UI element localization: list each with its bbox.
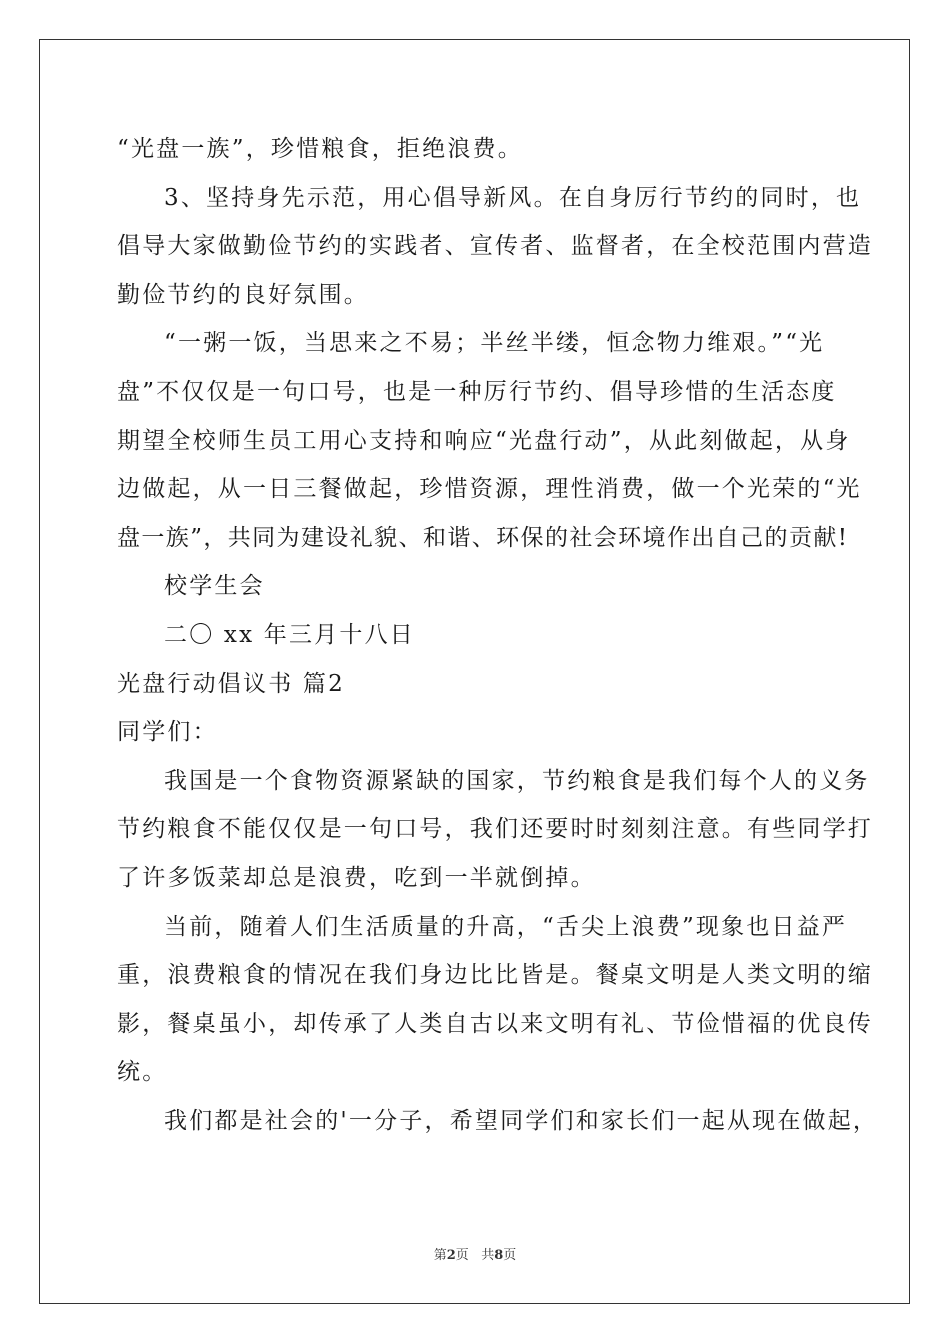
page-number: 2 (446, 1248, 456, 1263)
total-suffix: 页 (503, 1248, 517, 1263)
document-body (117, 125, 879, 1145)
total-prefix: 共 (481, 1248, 495, 1263)
text-line: 了许多饭菜却总是浪费，吃到一半就倒掉。 (117, 864, 596, 891)
text-line: 统。 (117, 1059, 168, 1086)
text-line: 边做起，从一日三餐做起，珍惜资源，理性消费，做一个光荣的“光 (117, 476, 862, 503)
text-line: 当前，随着人们生活质量的升高，“舌尖上浪费”现象也日益严 (164, 913, 848, 940)
text-line: 盘一族”，共同为建设礼貌、和谐、环保的社会环境作出自己的贡献! (117, 524, 849, 551)
text-line: “一粥一饭，当思来之不易；半丝半缕，恒念物力维艰。”“光 (164, 330, 825, 357)
text-line: 倡导大家做勤俭节约的实践者、宣传者、监督者，在全校范围内营造 (117, 233, 873, 260)
text-line: 3、坚持身先示范，用心倡导新风。在自身厉行节约的同时，也 (164, 184, 862, 211)
page-suffix: 页 (455, 1248, 469, 1263)
text-line: 勤俭节约的良好氛围。 (117, 281, 369, 308)
total-pages: 8 (494, 1248, 504, 1263)
page-prefix: 第 (433, 1248, 447, 1263)
signature-date: 二〇 xx 年三月十八日 (164, 621, 415, 648)
text-line: 重，浪费粮食的情况在我们身边比比皆是。餐桌文明是人类文明的缩 (117, 962, 873, 989)
page-footer (0, 1244, 950, 1263)
text-line: 期望全校师生员工用心支持和响应“光盘行动”，从此刻做起，从身 (117, 427, 851, 454)
text-line: 我国是一个食物资源紧缺的国家，节约粮食是我们每个人的义务 (164, 767, 870, 794)
signature-org: 校学生会 (164, 573, 265, 600)
text-line: 节约粮食不能仅仅是一句口号，我们还要时时刻刻注意。有些同学打 (117, 816, 873, 843)
text-line: 盘”不仅仅是一句口号，也是一种厉行节约、倡导珍惜的生活态度 (117, 378, 837, 405)
text-line: 我们都是社会的'一分子，希望同学们和家长们一起从现在做起， (164, 1107, 879, 1134)
text-line: 影，餐桌虽小，却传承了人类自古以来文明有礼、节俭惜福的优良传 (117, 1010, 873, 1037)
text-line: “光盘一族”，珍惜粮食，拒绝浪费。 (117, 136, 523, 162)
section-heading: 光盘行动倡议书 篇2 (117, 670, 345, 697)
salutation: 同学们： (117, 719, 218, 746)
